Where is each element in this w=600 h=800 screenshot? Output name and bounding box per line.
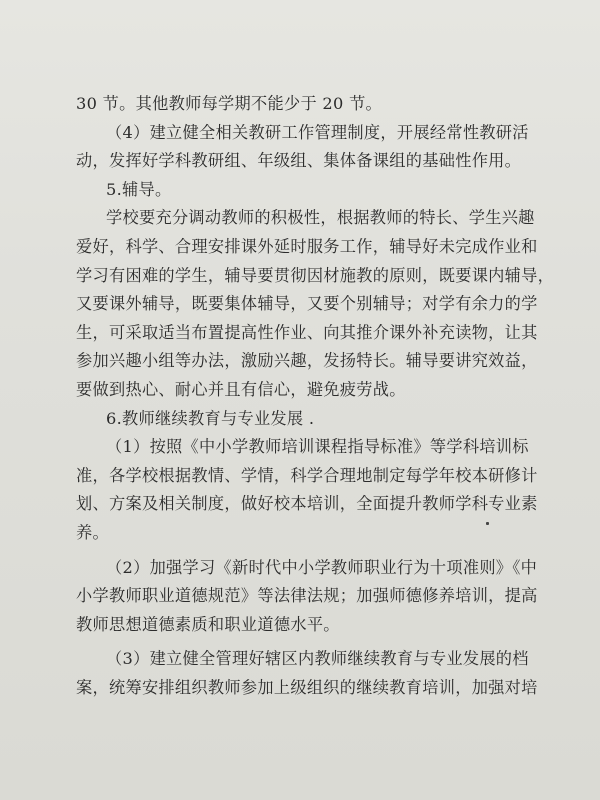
text-line: 又要课外辅导，既要集体辅导，又要个别辅导；对学有余力的学 [76, 294, 538, 314]
text-line: 划、方案及相关制度，做好校本培训，全面提升教师学科专业素 [76, 494, 538, 514]
text-line: （2）加强学习《新时代中小学教师职业行为十项准则》《中 [106, 557, 538, 577]
section-heading: 6.教师继续教育与专业发展 . [106, 408, 315, 428]
text-line: 准，各学校根据教情、学情，科学合理地制定每学年校本研修计 [76, 465, 538, 485]
text-line: 学校要充分调动教师的积极性，根据教师的特长、学生兴趣 [106, 208, 535, 228]
text-line: 小学教师职业道德规范》等法律法规；加强师德修养培训，提高 [76, 586, 538, 606]
text-line: 动，发挥好学科教研组、年级组、集体备课组的基础性作用。 [76, 151, 522, 171]
text-line: 案，统筹安排组织教师参加上级组织的继续教育培训，加强对培 [76, 677, 538, 697]
text-line: 30 节。其他教师每学期不能少于 20 节。 [76, 94, 383, 113]
section-heading: 5.辅导。 [106, 179, 172, 199]
text-line: 学习有困难的学生，辅导要贯彻因材施教的原则，既要课内辅导， [76, 265, 555, 285]
text-line: 参加兴趣小组等办法，激励兴趣，发扬特长。辅导要讲究效益， [76, 351, 538, 371]
text-line: （3）建立健全管理好辖区内教师继续教育与专业发展的档 [106, 649, 529, 669]
ink-dot [486, 522, 489, 525]
text-line: 养。 [76, 522, 109, 542]
text-line: （4）建立健全相关教研工作管理制度，开展经常性教研活 [106, 122, 529, 142]
text-line: 要做到热心、耐心并且有信心，避免疲劳战。 [76, 379, 406, 399]
document-body [76, 90, 555, 702]
text-line: 爱好，科学、合理安排课外延时服务工作，辅导好未完成作业和 [76, 236, 538, 256]
text-line: 教师思想道德素质和职业道德水平。 [76, 614, 340, 634]
text-line: （1）按照《中小学教师培训课程指导标准》等学科培训标 [106, 437, 529, 457]
text-line: 生，可采取适当布置提高性作业、向其推介课外补充读物，让其 [76, 322, 538, 342]
